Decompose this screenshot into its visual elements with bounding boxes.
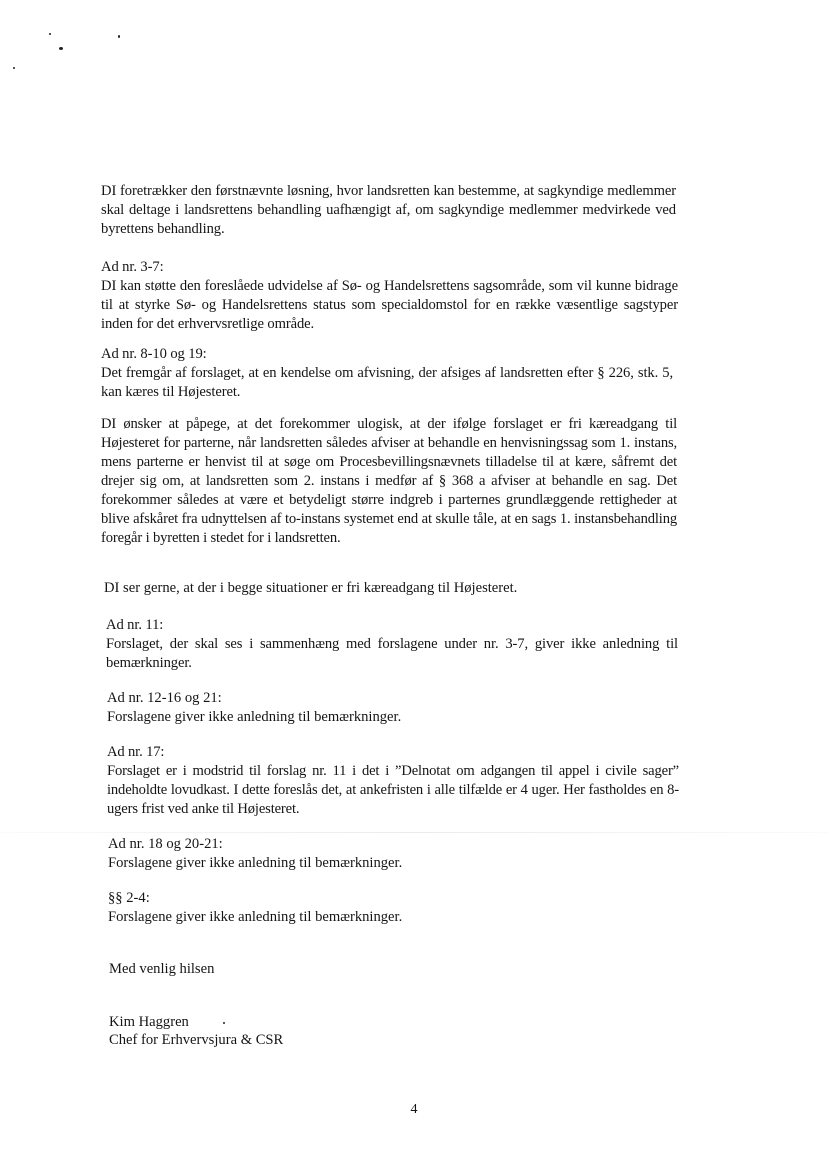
section-heading: Ad nr. 17: xyxy=(107,744,165,760)
body-text: DI ser gerne, at der i begge situationer er fri kæreadgang til Højesteret. xyxy=(104,580,518,596)
closing-greeting: Med venlig hilsen xyxy=(109,961,215,977)
scan-speck xyxy=(13,67,15,69)
section-ad-8-10-19 xyxy=(101,345,673,402)
section-ad-3-7 xyxy=(101,258,678,334)
paragraph-intro xyxy=(101,182,676,239)
body-text: DI ønsker at påpege, at det forekommer ulogisk, at der ifølge forslaget er fri kæreadgang til Højesteret for parterne, når landsretten således afviser at behandle en henvisningssag som 1. instans, mens parterne er henvist til at søge om Procesbevillingsnævnets tilladelse til at kære, såfremt det drejer sig om, at landsretten som 2. instans i medfør af § 368 a afviser at behandle en sag. Det forekommer således at være et betydeligt større indgreb i parternes grundlæggende rettigheder at blive afskåret fra udnyttelsen af to-instans systemet end at skulle tåle, at en sags 1. instansbehandling foregår i byretten i stedet for i landsretten. xyxy=(101,416,677,546)
section-ad-18-20-21 xyxy=(108,835,678,873)
scan-speck xyxy=(223,1022,225,1024)
scan-speck xyxy=(59,47,63,50)
section-heading: Ad nr. 12-16 og 21: xyxy=(107,690,222,706)
paragraph-di-onsker xyxy=(101,415,677,548)
section-heading: Ad nr. 11: xyxy=(106,617,164,633)
body-text: Det fremgår af forslaget, at en kendelse om afvisning, der afsiges af landsretten efter § 226, stk. 5, kan kæres til Højesteret. xyxy=(101,365,673,400)
scan-speck xyxy=(118,35,120,38)
page-number: 4 xyxy=(410,1102,418,1117)
section-ad-11 xyxy=(106,616,678,673)
body-text: Forslaget, der skal ses i sammenhæng med forslagene under nr. 3-7, giver ikke anledning til bemærkninger. xyxy=(106,636,678,671)
body-text: DI foretrækker den førstnævnte løsning, hvor landsretten kan bestemme, at sagkyndige medlemmer skal deltage i landsrettens behandling uafhængigt af, om sagkyndige medlemmer medvirkede ved byrettens behandling. xyxy=(101,183,676,237)
section-heading: Ad nr. 18 og 20-21: xyxy=(108,836,223,852)
section-heading: Ad nr. 8-10 og 19: xyxy=(101,346,207,362)
body-text: Forslagene giver ikke anledning til bemærkninger. xyxy=(108,909,403,925)
body-text: Forslagene giver ikke anledning til bemærkninger. xyxy=(108,855,403,871)
body-text: DI kan støtte den foreslåede udvidelse af Sø- og Handelsrettens sagsområde, som vil kunne bidrage til at styrke Sø- og Handelsrettens status som specialdomstol for en række væsentlige sagstyper inden for det erhvervsretlige område. xyxy=(101,278,678,332)
scan-artifact-line xyxy=(0,832,828,833)
section-paragraphs-2-4 xyxy=(108,889,678,927)
signatory-title: Chef for Erhvervsjura & CSR xyxy=(109,1032,284,1048)
section-heading: §§ 2-4: xyxy=(108,890,150,906)
section-ad-12-16-21 xyxy=(107,689,677,727)
body-text: Forslaget er i modstrid til forslag nr. 11 i det i ”Delnotat om adgangen til appel i civile sager” indeholdte lovudkast. I dette foreslås det, at ankefristen i alle tilfælde er 4 uger. Her fastholdes en 8-ugers frist ved anke til Højesteret. xyxy=(107,763,679,817)
section-heading: Ad nr. 3-7: xyxy=(101,259,164,275)
scan-speck xyxy=(49,33,51,35)
body-text: Forslagene giver ikke anledning til bemærkninger. xyxy=(107,709,402,725)
section-ad-17 xyxy=(107,743,679,819)
signatory-name: Kim Haggren xyxy=(109,1014,189,1030)
paragraph-di-ser xyxy=(104,579,674,598)
